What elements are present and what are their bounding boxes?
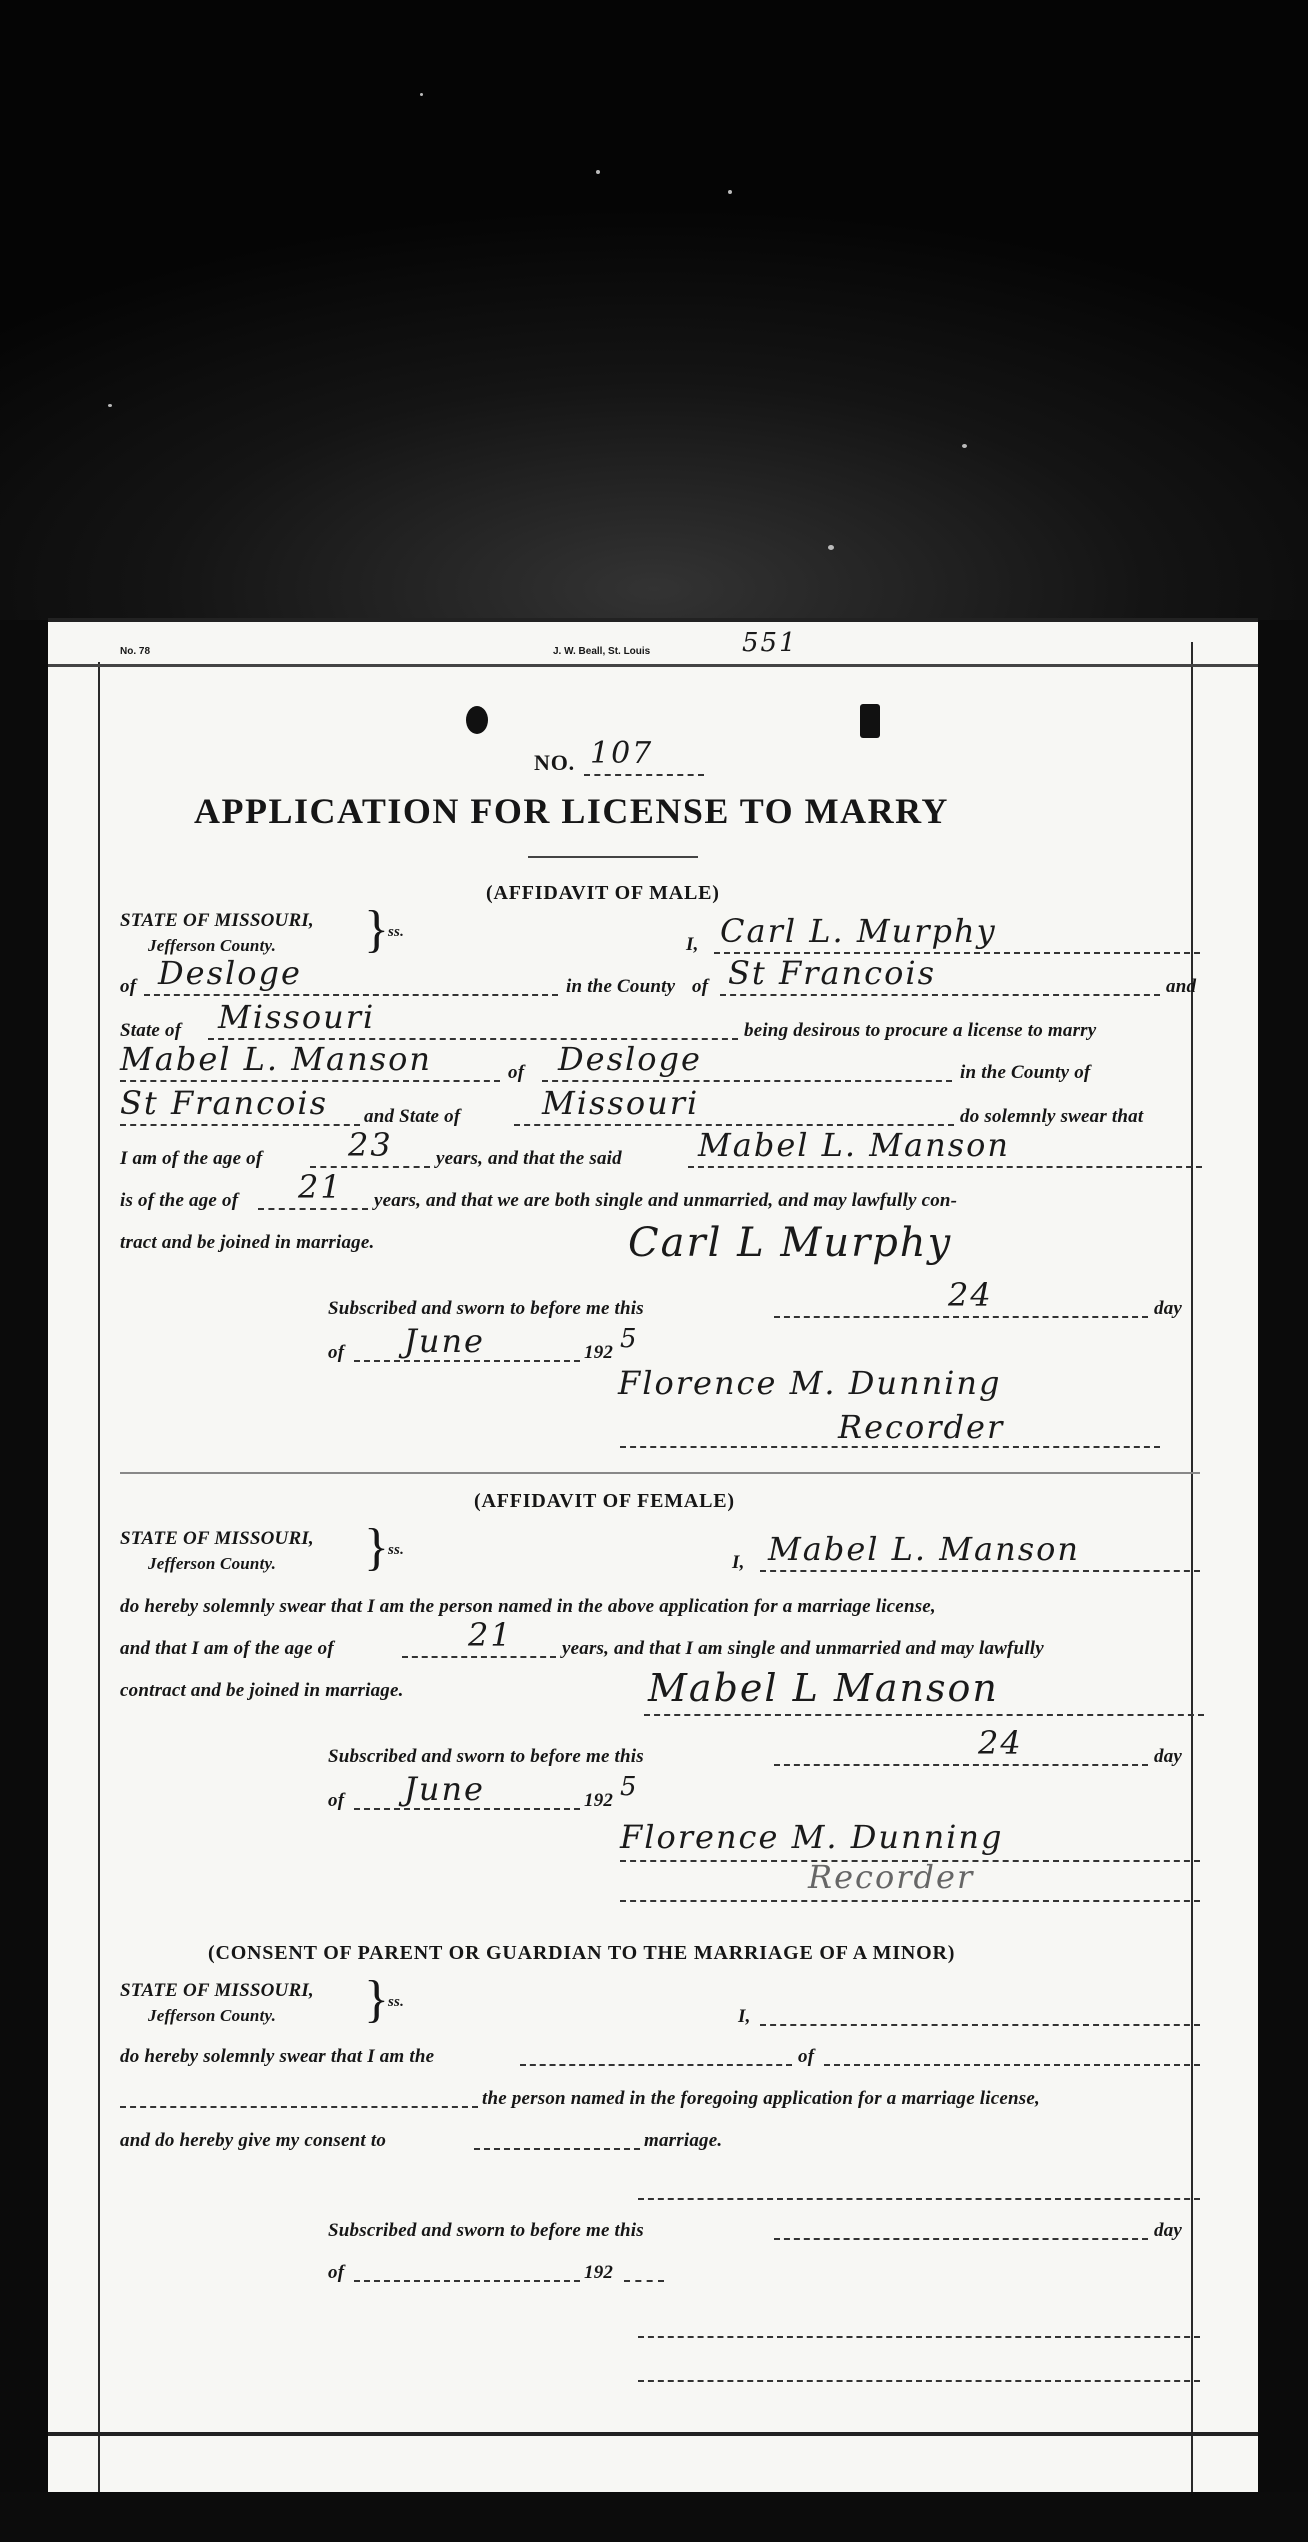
- male-and-state-of-label: and State of: [364, 1106, 461, 1127]
- punch-hole-left: [466, 706, 488, 734]
- female-year-suffix: 5: [620, 1772, 639, 1802]
- dust-speck: [596, 170, 600, 174]
- frame-line-left: [98, 662, 100, 2496]
- consent-recorder-line: [638, 2336, 1200, 2338]
- title-underline: [528, 856, 698, 858]
- male-years-said: years, and that the said: [436, 1148, 622, 1169]
- dust-speck: [108, 404, 112, 407]
- male-bride-county-line: [120, 1124, 360, 1126]
- consent-venue-state: STATE OF MISSOURI,: [120, 1980, 314, 2001]
- male-in-county-label: in the County: [566, 976, 676, 997]
- female-day-label: day: [1154, 1746, 1183, 1767]
- male-in-county-of-label: in the County of: [960, 1062, 1091, 1083]
- consent-relation-line: [520, 2064, 792, 2066]
- dust-speck: [420, 93, 423, 96]
- license-number-line: [584, 774, 704, 776]
- female-recorder-title: Recorder: [808, 1858, 975, 1896]
- male-bride-of-label: of: [508, 1062, 525, 1083]
- consent-line2: the person named in the foregoing application for a marriage license,: [482, 2088, 1040, 2109]
- male-bride-state: Missouri: [542, 1084, 700, 1122]
- female-venue-brace: }: [364, 1519, 389, 1576]
- bottom-rule: [48, 2432, 1258, 2436]
- consent-of-label: of: [328, 2262, 345, 2283]
- scan-background-top: [0, 0, 1308, 620]
- female-line2a: and that I am of the age of: [120, 1638, 334, 1659]
- female-recorder-line-2: [620, 1900, 1200, 1902]
- female-year-prefix: 192: [584, 1790, 614, 1811]
- punch-hole-right: [860, 704, 880, 738]
- male-recorder-title: Recorder: [838, 1408, 1005, 1446]
- male-of-month-label: of: [328, 1342, 345, 1363]
- female-age-line: [402, 1656, 556, 1658]
- printer-name: J. W. Beall, St. Louis: [553, 646, 651, 657]
- consent-line3b: marriage.: [644, 2130, 723, 2151]
- female-month: June: [404, 1770, 485, 1808]
- consent-line1b: of: [798, 2046, 815, 2067]
- venue-ss: ss.: [388, 924, 405, 940]
- form-number: No. 78: [120, 646, 151, 657]
- female-recorder-signature: Florence M. Dunning: [620, 1818, 1004, 1856]
- male-being-desirous: being desirous to procure a license to marry: [744, 1020, 1097, 1041]
- female-name: Mabel L. Manson: [768, 1530, 1081, 1568]
- license-document: [48, 618, 1258, 2496]
- male-bride-age: 21: [298, 1168, 343, 1206]
- document-title: APPLICATION FOR LICENSE TO MARRY: [194, 791, 949, 831]
- male-day-line: [774, 1316, 1148, 1318]
- male-age-label: I am of the age of: [120, 1148, 263, 1169]
- female-signature: Mabel L Manson: [648, 1666, 999, 1710]
- male-age: 23: [348, 1126, 393, 1164]
- female-subscribed: Subscribed and sworn to before me this: [328, 1746, 644, 1767]
- consent-month-line: [354, 2280, 580, 2282]
- male-county-line: [720, 994, 1160, 996]
- male-bride-name: Mabel L. Manson: [120, 1040, 433, 1078]
- male-bride-name-line: [120, 1080, 500, 1082]
- male-signature: Carl L Murphy: [628, 1220, 953, 1266]
- consent-recorder-line-2: [638, 2380, 1200, 2382]
- dust-speck: [728, 190, 732, 194]
- dust-speck: [962, 444, 967, 448]
- male-tract: tract and be joined in marriage.: [120, 1232, 375, 1253]
- female-i-label: I,: [732, 1552, 745, 1573]
- header-rule: [48, 664, 1258, 667]
- consent-venue-ss: ss.: [388, 1994, 405, 2010]
- consent-day-label: day: [1154, 2220, 1183, 2241]
- license-number-label: NO.: [534, 750, 575, 775]
- consent-to-line: [474, 2148, 640, 2150]
- male-bride-age-name-line: [688, 1166, 1202, 1168]
- female-venue-county: Jefferson County.: [148, 1554, 277, 1573]
- consent-of-line: [824, 2064, 1200, 2066]
- male-county: St Francois: [728, 954, 936, 992]
- consent-heading: (CONSENT OF PARENT OR GUARDIAN TO THE MARRIAGE OF A MINOR): [208, 1942, 956, 1964]
- male-day-label: day: [1154, 1298, 1183, 1319]
- male-bride-county: St Francois: [120, 1084, 328, 1122]
- male-state-of-label: State of: [120, 1020, 182, 1041]
- section-divider: [120, 1472, 1200, 1474]
- male-recorder-signature: Florence M. Dunning: [618, 1364, 1002, 1402]
- consent-year-line: [624, 2280, 664, 2282]
- male-year-prefix: 192: [584, 1342, 614, 1363]
- consent-subscribed: Subscribed and sworn to before me this: [328, 2220, 644, 2241]
- male-bride-town: Desloge: [558, 1040, 702, 1078]
- female-line2b: years, and that I am single and unmarried and may lawfully: [562, 1638, 1044, 1659]
- female-day-line: [774, 1764, 1148, 1766]
- venue-county: Jefferson County.: [148, 936, 277, 955]
- male-subscribed: Subscribed and sworn to before me this: [328, 1298, 644, 1319]
- male-bride-age-line: [258, 1208, 368, 1210]
- page-number: 551: [742, 628, 798, 658]
- male-and-label: and: [1166, 976, 1197, 997]
- consent-line1a: do hereby solemnly swear that I am the: [120, 2046, 435, 2067]
- male-i-label: I,: [686, 934, 699, 955]
- female-venue-state: STATE OF MISSOURI,: [120, 1528, 314, 1549]
- consent-i-label: I,: [738, 2006, 751, 2027]
- consent-day-line: [774, 2238, 1148, 2240]
- consent-venue-brace: }: [364, 1971, 389, 2028]
- consent-line3a: and do hereby give my consent to: [120, 2130, 387, 2151]
- male-of2-label: of: [692, 976, 709, 997]
- female-of-month-label: of: [328, 1790, 345, 1811]
- male-day: 24: [948, 1276, 993, 1314]
- female-day: 24: [978, 1724, 1023, 1762]
- female-month-line: [354, 1808, 580, 1810]
- female-signature-line: [644, 1714, 1204, 1716]
- consent-signature-line: [638, 2198, 1200, 2200]
- female-line3: contract and be joined in marriage.: [120, 1680, 404, 1701]
- dust-speck: [828, 545, 834, 550]
- male-name: Carl L. Murphy: [720, 912, 997, 950]
- male-bride-age-name: Mabel L. Manson: [698, 1126, 1011, 1164]
- male-bride-age-label: is of the age of: [120, 1190, 239, 1211]
- female-venue-ss: ss.: [388, 1542, 405, 1558]
- male-do-swear: do solemnly swear that: [960, 1106, 1144, 1127]
- male-month-line: [354, 1360, 580, 1362]
- male-month: June: [404, 1322, 485, 1360]
- male-recorder-line: [620, 1446, 1160, 1448]
- female-line1: do hereby solemnly swear that I am the person named in the above application for a marriage license,: [120, 1596, 936, 1617]
- male-bride-town-line: [542, 1080, 952, 1082]
- venue-brace: }: [364, 901, 389, 958]
- consent-venue-county: Jefferson County.: [148, 2006, 277, 2025]
- male-year-suffix: 5: [620, 1324, 639, 1354]
- female-affidavit-heading: (AFFIDAVIT OF FEMALE): [474, 1490, 735, 1512]
- frame-line-right: [1191, 642, 1193, 2496]
- male-affidavit-heading: (AFFIDAVIT OF MALE): [486, 882, 720, 904]
- consent-name-line: [760, 2024, 1200, 2026]
- consent-year: 192: [584, 2262, 614, 2283]
- male-town-line: [144, 994, 558, 996]
- male-state: Missouri: [218, 998, 376, 1036]
- scan-background-bottom: [0, 2492, 1308, 2542]
- consent-minor-line: [120, 2106, 478, 2108]
- male-town: Desloge: [158, 954, 302, 992]
- venue-state: STATE OF MISSOURI,: [120, 910, 314, 931]
- female-age: 21: [468, 1616, 513, 1654]
- female-name-line: [760, 1570, 1200, 1572]
- male-of-label: of: [120, 976, 137, 997]
- license-number-value: 107: [590, 736, 654, 771]
- male-years-both: years, and that we are both single and unmarried, and may lawfully con-: [374, 1190, 958, 1211]
